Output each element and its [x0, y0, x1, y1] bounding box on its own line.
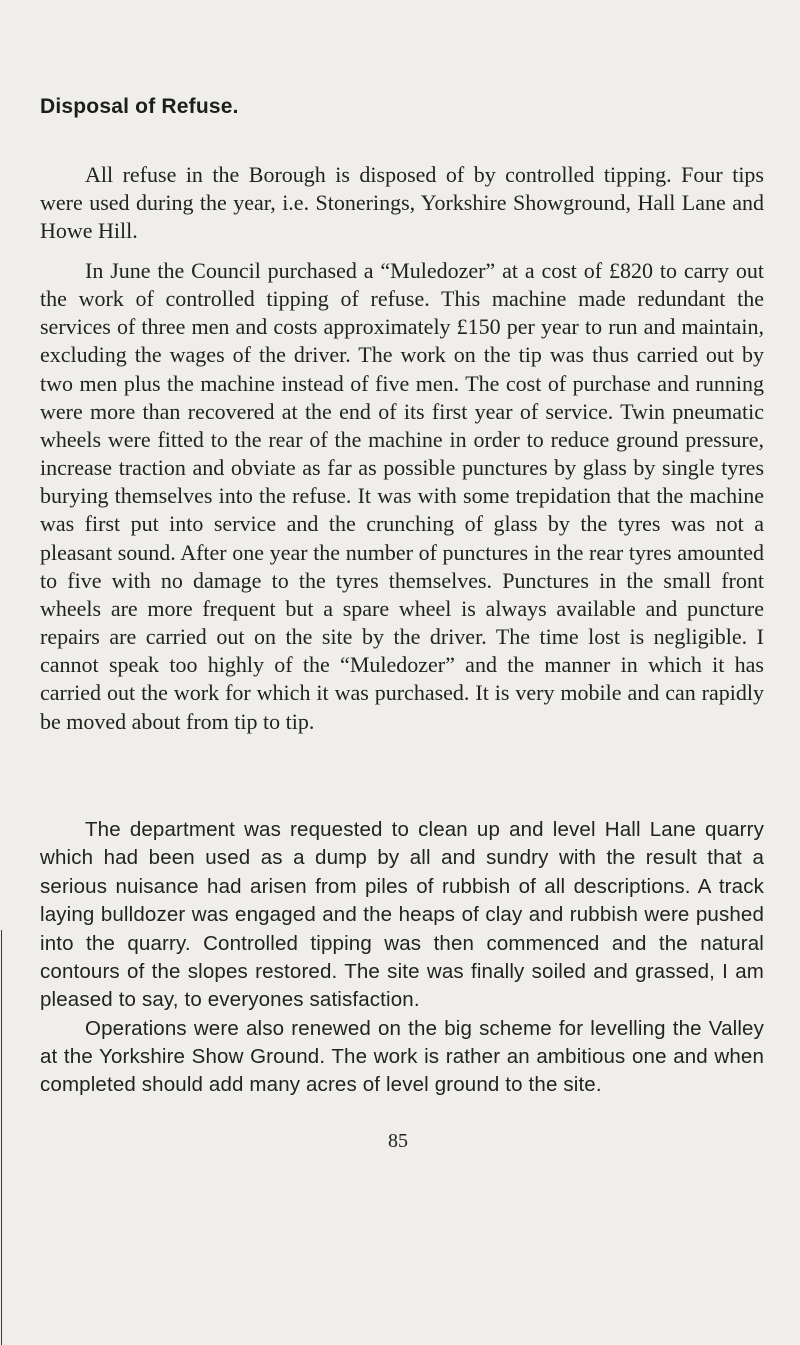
paragraph-hall-lane-quarry: The department was requested to clean up and level Hall Lane quarry which had been used as a dump by all and sundry with the result that a serious nuisance had arisen from piles of rubbish of all descriptions. A track laying bulldozer was engaged and the heaps of clay and rubbish were pushed into the quarry. Controlled tipping was then commenced and the natural contours of the slopes restored. The site was finally soiled and grassed, I am pleased to say, to everyones satisfaction. [40, 818, 764, 1012]
section-heading: Disposal of Refuse. [40, 95, 239, 118]
paragraph-muledozer: In June the Council purchased a “Muledozer” at a cost of £820 to carry out the work of controlled tipping of refuse. This machine made redundant the services of three men and costs approximately £150 per year to run and maintain, excluding the wages of the driver. The work on the tip was thus carried out by two men plus the machine instead of five men. The cost of purchase and running were more than recovered at the end of its first year of service. Twin pneumatic wheels were fitted to the rear of the machine in order to reduce ground pressure, increase traction and obviate as far as possible punctures by glass by single tyres burying themselves into the refuse. It was with some trepidation that the machine was first put into service and the crunching of glass by the tyres was not a pleasant sound. After one year the number of punctures in the rear tyres amounted to five with no damage to the tyres themselves. Punctures in the small front wheels are more frequent but a spare wheel is always available and puncture repairs are carried out on the site by the driver. The time lost is negligible. I cannot speak too highly of the “Muledozer” and the manner in which it has carried out the work for which it was purchased. It is very mobile and can rapidly be moved about from tip to tip. [40, 258, 764, 734]
paragraph-tips: All refuse in the Borough is disposed of by controlled tipping. Four tips were used during the year, i.e. Stonerings, Yorkshire Showground, Hall Lane and Howe Hill. [40, 162, 764, 244]
paragraph-valley-levelling: Operations were also renewed on the big scheme for levelling the Valley at the Yorkshire Show Ground. The work is rather an ambitious one and when completed should add many acres of level ground to the site. [40, 1017, 764, 1097]
page-number: 85 [388, 1130, 408, 1152]
binding-edge-line [1, 930, 2, 1345]
